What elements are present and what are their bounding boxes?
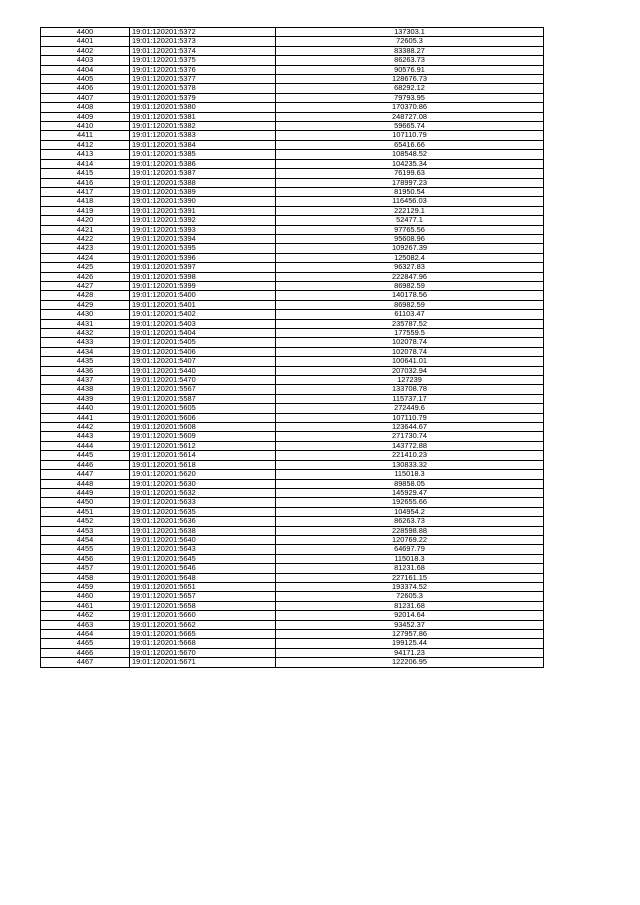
value-cell: 61103.47	[276, 310, 544, 319]
value-cell: 104235.34	[276, 159, 544, 168]
value-cell: 81231.68	[276, 601, 544, 610]
table-row	[41, 329, 544, 338]
value-cell: 83388.27	[276, 46, 544, 55]
value-cell: 122206.95	[276, 658, 544, 667]
value-cell: 115018.3	[276, 470, 544, 479]
table-row	[41, 423, 544, 432]
value-cell: 104954.2	[276, 507, 544, 516]
table-row	[41, 376, 544, 385]
row-number-cell: 4421	[41, 225, 130, 234]
cadastral-number-cell: 19:01:120201:5651	[130, 582, 276, 591]
cadastral-number-cell: 19:01:120201:5400	[130, 291, 276, 300]
row-number-cell: 4403	[41, 56, 130, 65]
row-number-cell: 4426	[41, 272, 130, 281]
cadastral-number-cell: 19:01:120201:5605	[130, 404, 276, 413]
value-cell: 115737.17	[276, 394, 544, 403]
row-number-cell: 4449	[41, 488, 130, 497]
row-number-cell: 4454	[41, 535, 130, 544]
row-number-cell: 4446	[41, 460, 130, 469]
cadastral-number-cell: 19:01:120201:5381	[130, 112, 276, 121]
table-row	[41, 159, 544, 168]
table-row	[41, 338, 544, 347]
row-number-cell: 4455	[41, 545, 130, 554]
row-number-cell: 4428	[41, 291, 130, 300]
row-number-cell: 4410	[41, 122, 130, 131]
table-row	[41, 225, 544, 234]
value-cell: 130833.32	[276, 460, 544, 469]
row-number-cell: 4400	[41, 28, 130, 37]
table-row	[41, 601, 544, 610]
value-cell: 222129.1	[276, 206, 544, 215]
cadastral-number-cell: 19:01:120201:5668	[130, 639, 276, 648]
table-row	[41, 253, 544, 262]
cadastral-number-cell: 19:01:120201:5403	[130, 319, 276, 328]
table-row	[41, 394, 544, 403]
cadastral-number-cell: 19:01:120201:5618	[130, 460, 276, 469]
value-cell: 68292.12	[276, 84, 544, 93]
value-cell: 108548.52	[276, 150, 544, 159]
cadastral-number-cell: 19:01:120201:5620	[130, 470, 276, 479]
row-number-cell: 4432	[41, 329, 130, 338]
cadastral-number-cell: 19:01:120201:5406	[130, 347, 276, 356]
cadastral-number-cell: 19:01:120201:5470	[130, 376, 276, 385]
value-cell: 170370.86	[276, 103, 544, 112]
row-number-cell: 4464	[41, 630, 130, 639]
table-row	[41, 150, 544, 159]
row-number-cell: 4418	[41, 197, 130, 206]
cadastral-number-cell: 19:01:120201:5609	[130, 432, 276, 441]
value-cell: 192655.66	[276, 498, 544, 507]
row-number-cell: 4451	[41, 507, 130, 516]
value-cell: 97765.56	[276, 225, 544, 234]
value-cell: 72605.3	[276, 592, 544, 601]
row-number-cell: 4459	[41, 582, 130, 591]
value-cell: 227161.15	[276, 573, 544, 582]
cadastral-number-cell: 19:01:120201:5440	[130, 366, 276, 375]
cadastral-number-cell: 19:01:120201:5399	[130, 281, 276, 290]
value-cell: 86263.73	[276, 56, 544, 65]
table-row	[41, 281, 544, 290]
cadastral-number-cell: 19:01:120201:5378	[130, 84, 276, 93]
table-row	[41, 122, 544, 131]
table-row	[41, 582, 544, 591]
row-number-cell: 4453	[41, 526, 130, 535]
value-cell: 64697.79	[276, 545, 544, 554]
table-row	[41, 630, 544, 639]
row-number-cell: 4442	[41, 423, 130, 432]
cadastral-number-cell: 19:01:120201:5658	[130, 601, 276, 610]
row-number-cell: 4419	[41, 206, 130, 215]
value-cell: 207032.94	[276, 366, 544, 375]
value-cell: 52477.1	[276, 216, 544, 225]
row-number-cell: 4438	[41, 385, 130, 394]
table-row	[41, 451, 544, 460]
table-row	[41, 413, 544, 422]
table-row	[41, 441, 544, 450]
row-number-cell: 4466	[41, 648, 130, 657]
row-number-cell: 4406	[41, 84, 130, 93]
table-row	[41, 366, 544, 375]
row-number-cell: 4452	[41, 517, 130, 526]
cadastral-number-cell: 19:01:120201:5640	[130, 535, 276, 544]
cadastral-number-cell: 19:01:120201:5373	[130, 37, 276, 46]
table-row	[41, 488, 544, 497]
cadastral-number-cell: 19:01:120201:5398	[130, 272, 276, 281]
table-row	[41, 169, 544, 178]
row-number-cell: 4463	[41, 620, 130, 629]
table-row	[41, 206, 544, 215]
row-number-cell: 4408	[41, 103, 130, 112]
value-cell: 102078.74	[276, 347, 544, 356]
value-cell: 90576.91	[276, 65, 544, 74]
cadastral-number-cell: 19:01:120201:5665	[130, 630, 276, 639]
table-row	[41, 234, 544, 243]
table-row	[41, 112, 544, 121]
cadastral-number-cell: 19:01:120201:5638	[130, 526, 276, 535]
table-row	[41, 28, 544, 37]
cadastral-number-cell: 19:01:120201:5612	[130, 441, 276, 450]
table-row	[41, 37, 544, 46]
value-cell: 86982.59	[276, 281, 544, 290]
cadastral-number-cell: 19:01:120201:5657	[130, 592, 276, 601]
value-cell: 102078.74	[276, 338, 544, 347]
cadastral-number-cell: 19:01:120201:5608	[130, 423, 276, 432]
value-cell: 128676.73	[276, 75, 544, 84]
value-cell: 178997.23	[276, 178, 544, 187]
cadastral-number-cell: 19:01:120201:5387	[130, 169, 276, 178]
value-cell: 271730.74	[276, 432, 544, 441]
cadastral-number-cell: 19:01:120201:5632	[130, 488, 276, 497]
cadastral-number-cell: 19:01:120201:5614	[130, 451, 276, 460]
table-row	[41, 554, 544, 563]
row-number-cell: 4447	[41, 470, 130, 479]
cadastral-number-cell: 19:01:120201:5397	[130, 263, 276, 272]
value-cell: 143772.88	[276, 441, 544, 450]
value-cell: 228598.88	[276, 526, 544, 535]
value-cell: 92014.64	[276, 611, 544, 620]
cadastral-number-cell: 19:01:120201:5395	[130, 244, 276, 253]
cadastral-number-cell: 19:01:120201:5402	[130, 310, 276, 319]
row-number-cell: 4416	[41, 178, 130, 187]
table-row	[41, 507, 544, 516]
cadastral-number-cell: 19:01:120201:5386	[130, 159, 276, 168]
row-number-cell: 4440	[41, 404, 130, 413]
value-cell: 235787.52	[276, 319, 544, 328]
cadastral-number-cell: 19:01:120201:5396	[130, 253, 276, 262]
cadastral-number-cell: 19:01:120201:5385	[130, 150, 276, 159]
table-row	[41, 300, 544, 309]
row-number-cell: 4424	[41, 253, 130, 262]
row-number-cell: 4444	[41, 441, 130, 450]
cadastral-number-cell: 19:01:120201:5630	[130, 479, 276, 488]
cadastral-number-cell: 19:01:120201:5645	[130, 554, 276, 563]
row-number-cell: 4439	[41, 394, 130, 403]
cadastral-number-cell: 19:01:120201:5394	[130, 234, 276, 243]
table-row	[41, 291, 544, 300]
row-number-cell: 4412	[41, 140, 130, 149]
row-number-cell: 4448	[41, 479, 130, 488]
value-cell: 107110.79	[276, 131, 544, 140]
value-cell: 222847.96	[276, 272, 544, 281]
value-cell: 115018.3	[276, 554, 544, 563]
cadastral-number-cell: 19:01:120201:5404	[130, 329, 276, 338]
row-number-cell: 4443	[41, 432, 130, 441]
row-number-cell: 4458	[41, 573, 130, 582]
table-row	[41, 564, 544, 573]
cadastral-number-cell: 19:01:120201:5646	[130, 564, 276, 573]
cadastral-number-cell: 19:01:120201:5391	[130, 206, 276, 215]
table-row	[41, 592, 544, 601]
parcel-table	[40, 27, 544, 668]
row-number-cell: 4409	[41, 112, 130, 121]
cadastral-number-cell: 19:01:120201:5401	[130, 300, 276, 309]
value-cell: 89858.05	[276, 479, 544, 488]
value-cell: 95608.96	[276, 234, 544, 243]
cadastral-number-cell: 19:01:120201:5636	[130, 517, 276, 526]
table-row	[41, 404, 544, 413]
table-row	[41, 658, 544, 667]
row-number-cell: 4405	[41, 75, 130, 84]
row-number-cell: 4434	[41, 347, 130, 356]
table-row	[41, 432, 544, 441]
cadastral-number-cell: 19:01:120201:5388	[130, 178, 276, 187]
row-number-cell: 4460	[41, 592, 130, 601]
value-cell: 94171.23	[276, 648, 544, 657]
row-number-cell: 4441	[41, 413, 130, 422]
value-cell: 107110.79	[276, 413, 544, 422]
table-row	[41, 470, 544, 479]
row-number-cell: 4422	[41, 234, 130, 243]
table-row	[41, 479, 544, 488]
value-cell: 79793.95	[276, 93, 544, 102]
row-number-cell: 4417	[41, 187, 130, 196]
cadastral-number-cell: 19:01:120201:5375	[130, 56, 276, 65]
value-cell: 145929.47	[276, 488, 544, 497]
row-number-cell: 4430	[41, 310, 130, 319]
value-cell: 65416.66	[276, 140, 544, 149]
row-number-cell: 4457	[41, 564, 130, 573]
cadastral-number-cell: 19:01:120201:5670	[130, 648, 276, 657]
row-number-cell: 4436	[41, 366, 130, 375]
value-cell: 140178.56	[276, 291, 544, 300]
table-row	[41, 535, 544, 544]
value-cell: 59665.74	[276, 122, 544, 131]
table-row	[41, 75, 544, 84]
table-row	[41, 197, 544, 206]
table-row	[41, 620, 544, 629]
table-row	[41, 385, 544, 394]
cadastral-number-cell: 19:01:120201:5643	[130, 545, 276, 554]
row-number-cell: 4433	[41, 338, 130, 347]
cadastral-number-cell: 19:01:120201:5384	[130, 140, 276, 149]
row-number-cell: 4425	[41, 263, 130, 272]
table-row	[41, 460, 544, 469]
cadastral-number-cell: 19:01:120201:5392	[130, 216, 276, 225]
cadastral-number-cell: 19:01:120201:5372	[130, 28, 276, 37]
cadastral-number-cell: 19:01:120201:5567	[130, 385, 276, 394]
value-cell: 221410.23	[276, 451, 544, 460]
row-number-cell: 4435	[41, 357, 130, 366]
row-number-cell: 4461	[41, 601, 130, 610]
table-row	[41, 498, 544, 507]
row-number-cell: 4431	[41, 319, 130, 328]
row-number-cell: 4402	[41, 46, 130, 55]
cadastral-number-cell: 19:01:120201:5635	[130, 507, 276, 516]
value-cell: 120769.22	[276, 535, 544, 544]
value-cell: 177559.5	[276, 329, 544, 338]
table-row	[41, 187, 544, 196]
cadastral-number-cell: 19:01:120201:5393	[130, 225, 276, 234]
value-cell: 93452.37	[276, 620, 544, 629]
cadastral-number-cell: 19:01:120201:5379	[130, 93, 276, 102]
value-cell: 86263.73	[276, 517, 544, 526]
value-cell: 81231.68	[276, 564, 544, 573]
table-row	[41, 639, 544, 648]
cadastral-number-cell: 19:01:120201:5405	[130, 338, 276, 347]
table-row	[41, 131, 544, 140]
value-cell: 81950.54	[276, 187, 544, 196]
value-cell: 137303.1	[276, 28, 544, 37]
row-number-cell: 4423	[41, 244, 130, 253]
table-row	[41, 611, 544, 620]
table-row	[41, 263, 544, 272]
cadastral-number-cell: 19:01:120201:5389	[130, 187, 276, 196]
cadastral-number-cell: 19:01:120201:5648	[130, 573, 276, 582]
table-row	[41, 545, 544, 554]
cadastral-number-cell: 19:01:120201:5633	[130, 498, 276, 507]
row-number-cell: 4429	[41, 300, 130, 309]
value-cell: 199125.44	[276, 639, 544, 648]
value-cell: 109267.39	[276, 244, 544, 253]
cadastral-number-cell: 19:01:120201:5382	[130, 122, 276, 131]
cadastral-number-cell: 19:01:120201:5377	[130, 75, 276, 84]
value-cell: 125082.4	[276, 253, 544, 262]
value-cell: 272449.6	[276, 404, 544, 413]
row-number-cell: 4407	[41, 93, 130, 102]
row-number-cell: 4414	[41, 159, 130, 168]
table-row	[41, 84, 544, 93]
value-cell: 86982.59	[276, 300, 544, 309]
table-row	[41, 357, 544, 366]
table-row	[41, 216, 544, 225]
row-number-cell: 4450	[41, 498, 130, 507]
cadastral-number-cell: 19:01:120201:5390	[130, 197, 276, 206]
row-number-cell: 4456	[41, 554, 130, 563]
cadastral-number-cell: 19:01:120201:5374	[130, 46, 276, 55]
value-cell: 127239	[276, 376, 544, 385]
row-number-cell: 4437	[41, 376, 130, 385]
value-cell: 72605.3	[276, 37, 544, 46]
table-row	[41, 573, 544, 582]
value-cell: 133708.78	[276, 385, 544, 394]
cadastral-number-cell: 19:01:120201:5606	[130, 413, 276, 422]
table-row	[41, 56, 544, 65]
cadastral-number-cell: 19:01:120201:5407	[130, 357, 276, 366]
value-cell: 248727.08	[276, 112, 544, 121]
row-number-cell: 4401	[41, 37, 130, 46]
value-cell: 116456.03	[276, 197, 544, 206]
table-row	[41, 517, 544, 526]
value-cell: 123644.67	[276, 423, 544, 432]
table-row	[41, 648, 544, 657]
row-number-cell: 4445	[41, 451, 130, 460]
table-row	[41, 244, 544, 253]
cadastral-number-cell: 19:01:120201:5660	[130, 611, 276, 620]
cadastral-number-cell: 19:01:120201:5376	[130, 65, 276, 74]
value-cell: 96327.83	[276, 263, 544, 272]
row-number-cell: 4462	[41, 611, 130, 620]
table-row	[41, 310, 544, 319]
row-number-cell: 4420	[41, 216, 130, 225]
cadastral-number-cell: 19:01:120201:5380	[130, 103, 276, 112]
table-row	[41, 526, 544, 535]
table-row	[41, 140, 544, 149]
table-row	[41, 46, 544, 55]
table-row	[41, 178, 544, 187]
table-row	[41, 65, 544, 74]
table-row	[41, 319, 544, 328]
parcel-table-body	[41, 28, 544, 668]
row-number-cell: 4411	[41, 131, 130, 140]
row-number-cell: 4404	[41, 65, 130, 74]
cadastral-number-cell: 19:01:120201:5662	[130, 620, 276, 629]
cadastral-number-cell: 19:01:120201:5671	[130, 658, 276, 667]
table-row	[41, 347, 544, 356]
value-cell: 193374.52	[276, 582, 544, 591]
value-cell: 127957.86	[276, 630, 544, 639]
value-cell: 100641.01	[276, 357, 544, 366]
table-row	[41, 93, 544, 102]
cadastral-number-cell: 19:01:120201:5383	[130, 131, 276, 140]
cadastral-number-cell: 19:01:120201:5587	[130, 394, 276, 403]
value-cell: 76199.63	[276, 169, 544, 178]
table-row	[41, 272, 544, 281]
row-number-cell: 4413	[41, 150, 130, 159]
row-number-cell: 4427	[41, 281, 130, 290]
row-number-cell: 4465	[41, 639, 130, 648]
table-row	[41, 103, 544, 112]
row-number-cell: 4467	[41, 658, 130, 667]
row-number-cell: 4415	[41, 169, 130, 178]
